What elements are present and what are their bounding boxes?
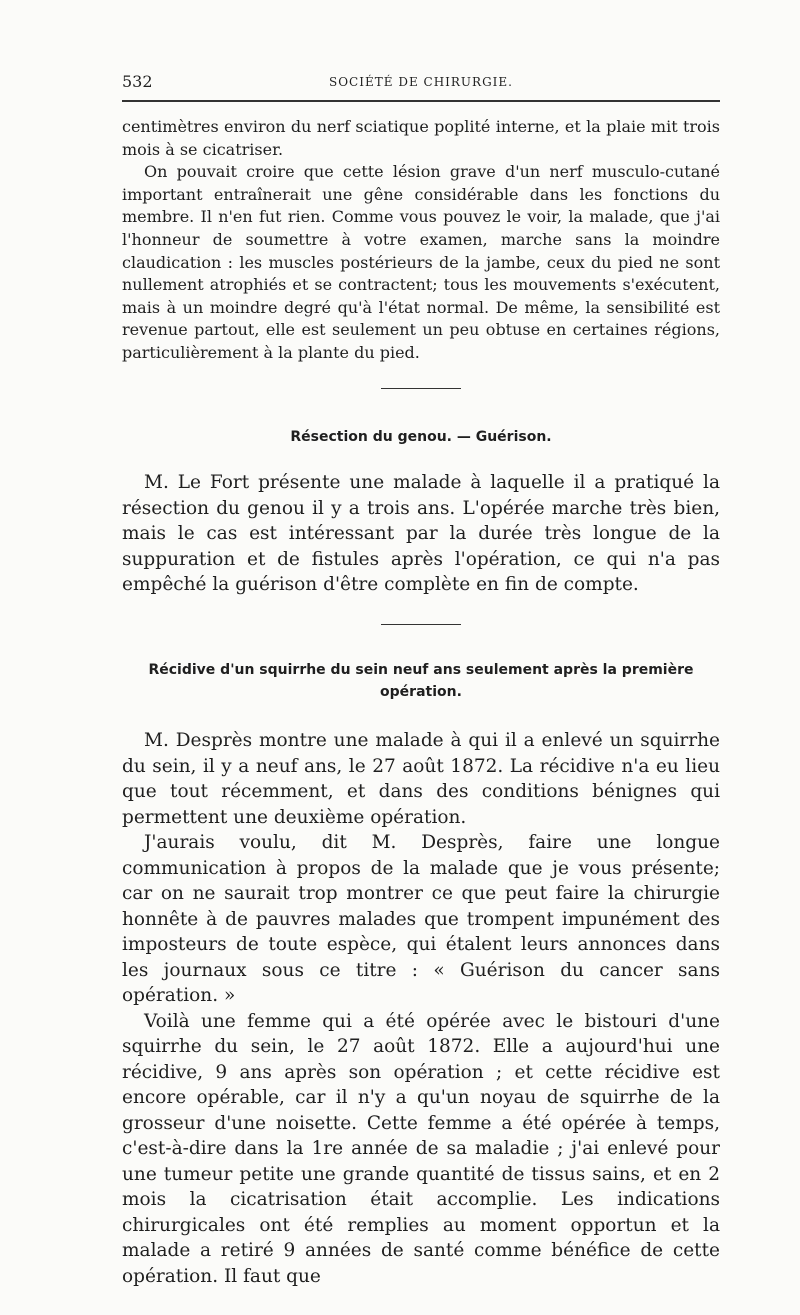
section-resection-text [122, 470, 720, 598]
section-heading-resection: Résection du genou. — Guérison. [290, 429, 552, 445]
page-header [122, 66, 720, 96]
section-recidive-text [122, 728, 720, 1289]
recidive-paragraph-2: J'aurais voulu, dit M. Desprès, faire une longue communication à propos de la malade que je vous présente; car on ne saurait trop montrer ce que peut faire la chirurgie honnête à de pauvres malades que trompent impunément des imposteurs de toute espèce, qui étalent leurs annonces dans les journaux sous ce titre : « Guérison du cancer sans opération. » [122, 832, 720, 1006]
section-heading-recidive: Récidive d'un squirrhe du sein neuf ans seulement après la première opération. [148, 662, 694, 700]
header-rule [122, 100, 720, 102]
section-separator-1 [381, 388, 461, 389]
resection-paragraph: M. Le Fort présente une malade à laquelle il a pratiqué la résection du genou il y a trois ans. L'opérée marche très bien, mais le cas est intéressant par la durée très longue de la suppuration et de fistules après l'opération, ce qui n'a pas empêché la guérison d'être complète en fin de compte. [122, 472, 720, 595]
intro-paragraph-1: centimètres environ du nerf sciatique poplité interne, et la plaie mit trois mois à se cicatriser. [122, 117, 720, 159]
intro-paragraph-2: On pouvait croire que cette lésion grave d'un nerf musculo-cutané important entraînerait une gêne considérable dans les fonctions du membre. Il n'en fut rien. Comme vous pouvez le voir, la malade, que j'ai l'honneur de soumettre à votre examen, marche sans la moindre claudication : les muscles postérieurs de la jambe, ceux du pied ne sont nullement atrophiés et se contractent; tous les mouvements s'exécutent, mais à un moindre degré qu'à l'état normal. De même, la sensibilité est revenue partout, elle est seulement un peu obtuse en certaines régions, particulièrement à la plante du pied. [122, 162, 720, 362]
running-head: SOCIÉTÉ DE CHIRURGIE. [329, 75, 513, 89]
recidive-paragraph-1: M. Desprès montre une malade à qui il a enlevé un squirrhe du sein, il y a neuf ans, le 27 août 1872. La récidive n'a eu lieu que tout récemment, et dans des conditions bénignes qui permettent une deuxième opération. [122, 730, 720, 828]
recidive-paragraph-3: Voilà une femme qui a été opérée avec le bistouri d'une squirrhe du sein, le 27 août 1872. Elle a aujourd'hui une récidive, 9 ans après son opération ; et cette récidive est encore opérable, car il n'y a qu'un noyau de squirrhe de la grosseur d'une noisette. Cette femme a été opérée à temps, c'est-à-dire dans la 1re année de sa maladie ; j'ai enlevé pour une tumeur petite une grande quantité de tissus sains, et en 2 mois la cicatrisation était accomplie. Les indications chirurgicales ont été remplies au moment opportun et la malade a retiré 9 années de santé comme bénéfice de cette opération. Il faut que [122, 1010, 720, 1287]
intro-text [122, 116, 720, 365]
page-number: 532 [122, 72, 153, 91]
section-separator-2 [381, 624, 461, 625]
